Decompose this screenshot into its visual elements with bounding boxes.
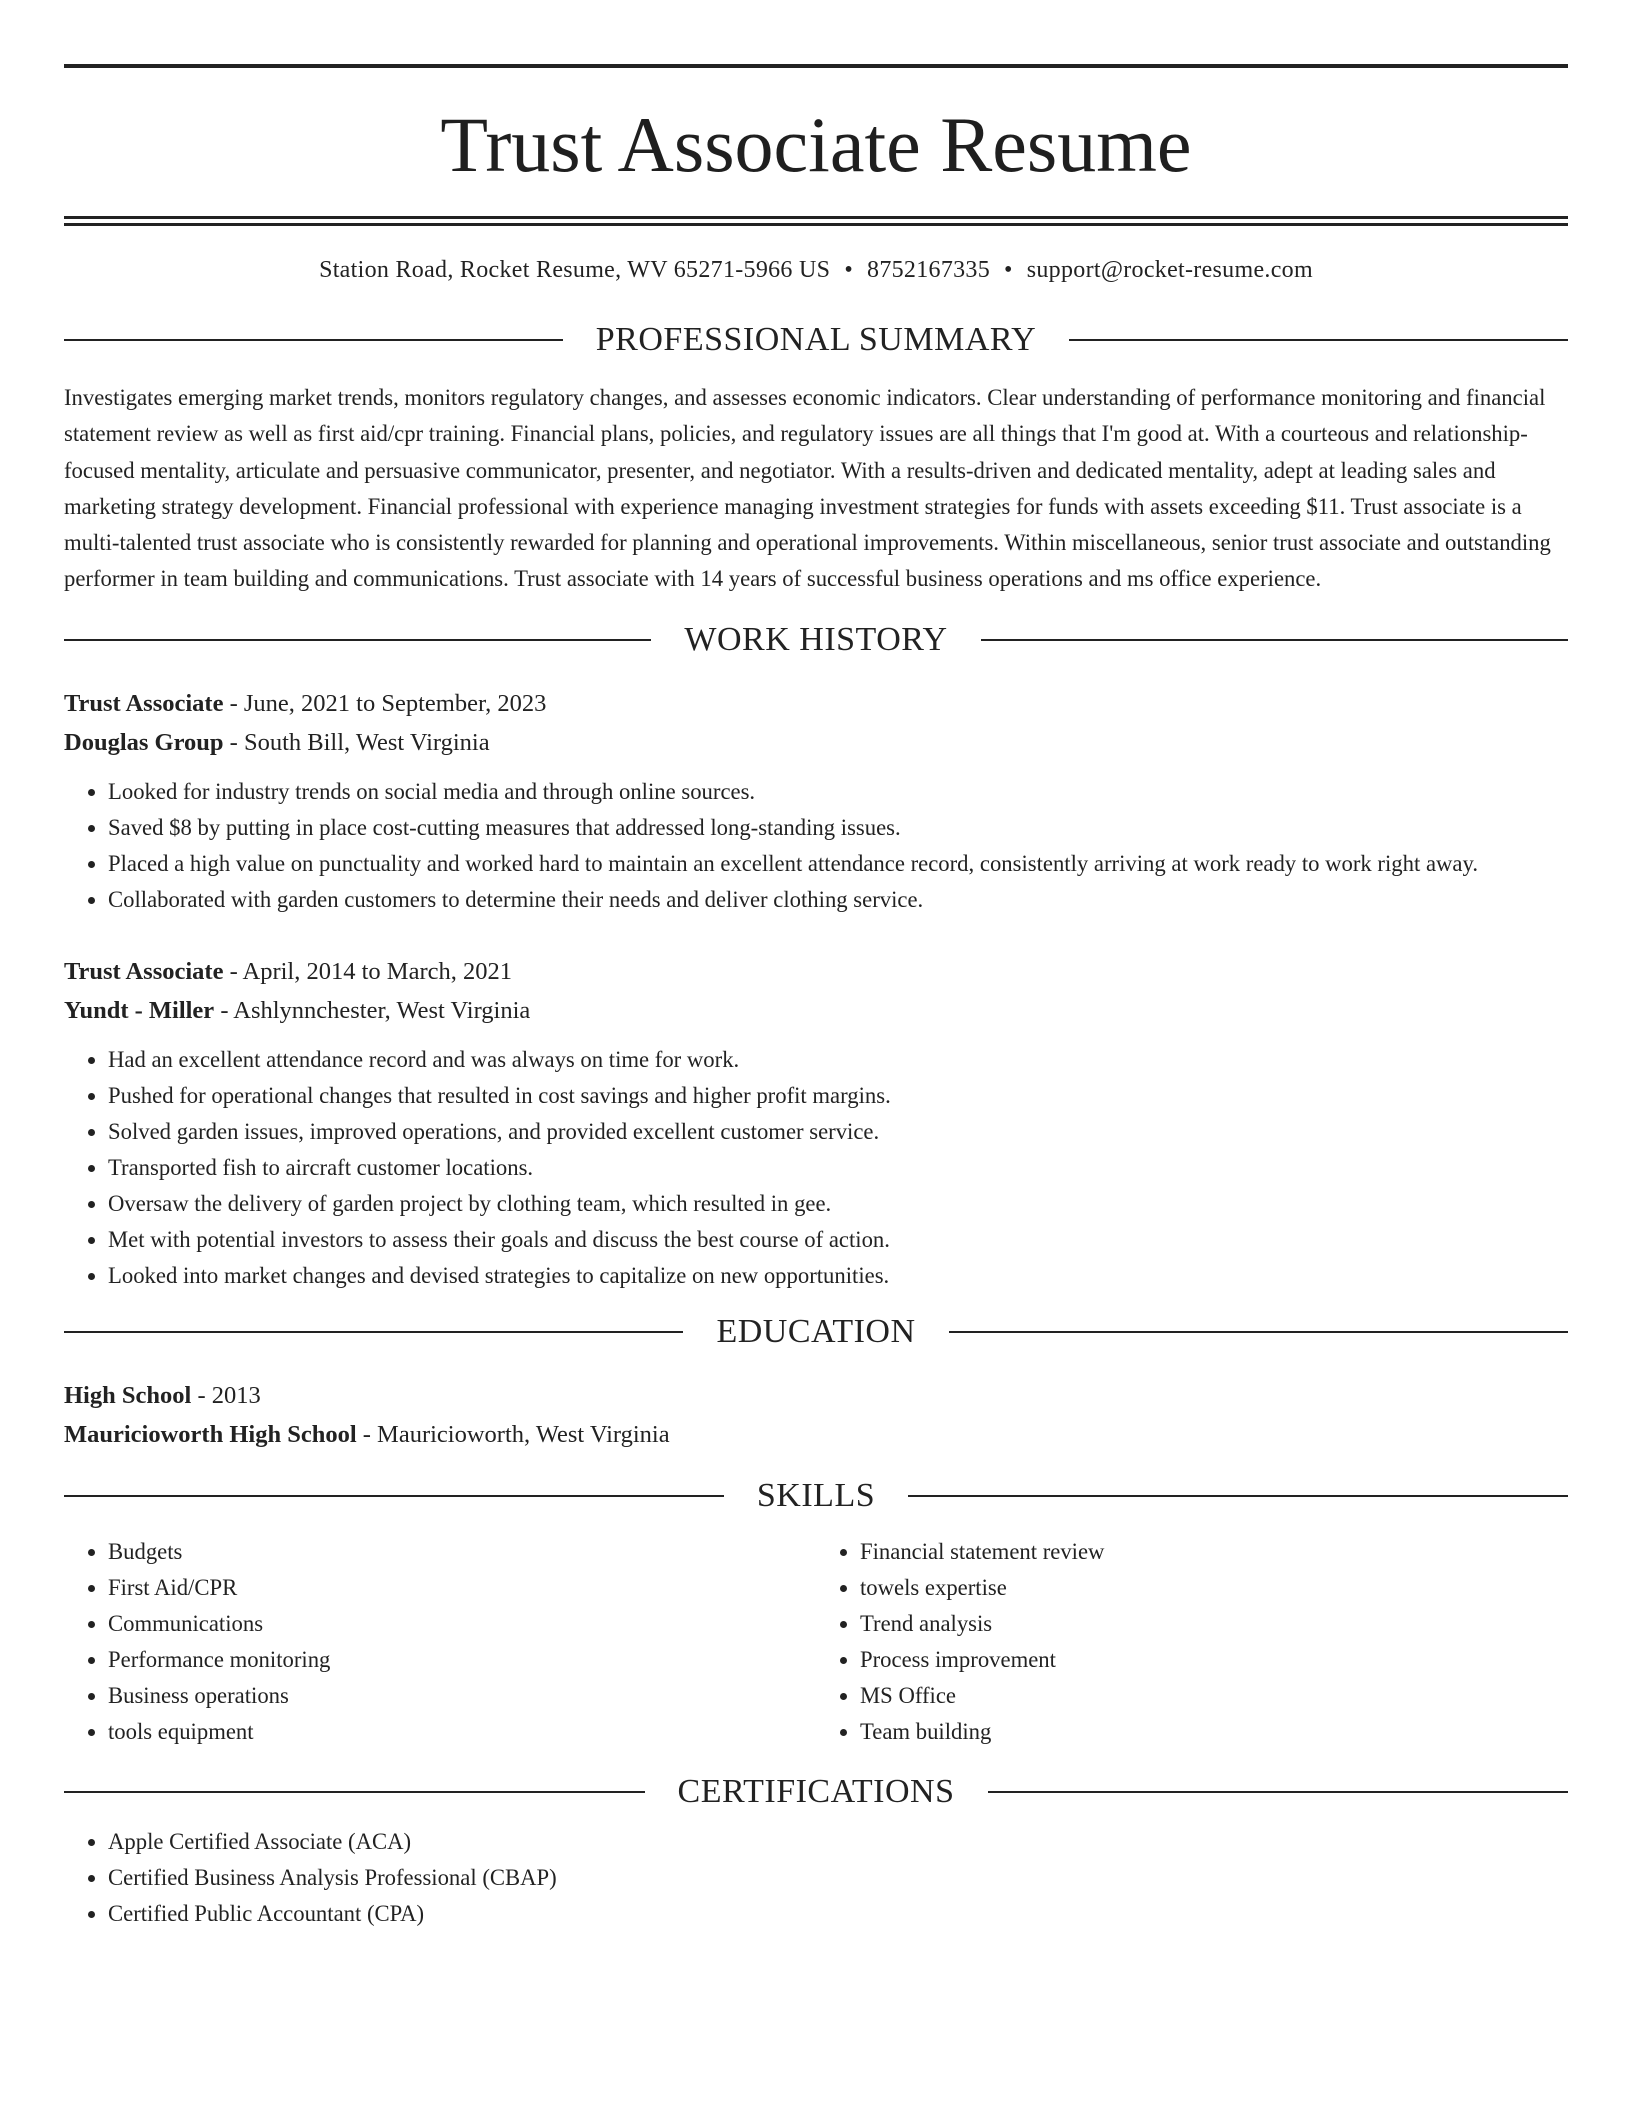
- education-location: - Mauricioworth, West Virginia: [356, 1421, 670, 1449]
- list-item: • Placed a high value on punctuality and worked hard to maintain an excellent attendance record, consistently arriving at work ready to work right away.: [108, 846, 1568, 882]
- header-double-rule: [64, 216, 1568, 226]
- list-item: • Pushed for operational changes that resulted in cost savings and higher profit margins.: [108, 1078, 1568, 1114]
- skill-item: • Business operations: [108, 1678, 816, 1714]
- list-item: • Solved garden issues, improved operations, and provided excellent customer service.: [108, 1114, 1568, 1150]
- skills-list-left: [64, 1534, 816, 1750]
- contact-separator: •: [1004, 257, 1013, 283]
- heading-rule-left: [64, 339, 563, 341]
- skills-list-right: [816, 1534, 1568, 1750]
- job-company-line: [64, 991, 1568, 1030]
- heading-rule-right: [981, 639, 1568, 641]
- education-year: - 2013: [191, 1382, 261, 1410]
- skill-item: • towels expertise: [860, 1570, 1568, 1606]
- heading-rule-left: [64, 639, 651, 641]
- education-heading-label: EDUCATION: [716, 1313, 916, 1351]
- summary-section-heading: [64, 320, 1568, 360]
- heading-rule-right: [949, 1331, 1568, 1333]
- job-bullet-list: [64, 774, 1568, 918]
- list-item: • Met with potential investors to assess their goals and discuss the best course of action.: [108, 1222, 1568, 1258]
- education-section-heading: [64, 1312, 1568, 1352]
- professional-summary-text: Investigates emerging market trends, monitors regulatory changes, and assesses economic indicators. Clear understanding of performance monitoring and financial statement review as well as first aid/cpr training. Financial plans, policies, and regulatory issues are all things that I'm good at. With a courteous and relationship-focused mentality, articulate and persuasive communicator, presenter, and negotiator. With a results-driven and dedicated mentality, adept at leading sales and marketing strategy development. Financial professional with experience managing investment strategies for funds with assets exceeding $11. Trust associate is a multi-talented trust associate who is consistently rewarded for planning and operational improvements. Within miscellaneous, senior trust associate and outstanding performer in team building and communications. Trust associate with 14 years of successful business operations and ms office experience.: [64, 385, 1551, 592]
- contact-email: support@rocket-resume.com: [1026, 257, 1313, 283]
- job-company: Yundt - Miller: [64, 997, 215, 1025]
- work-heading-label: WORK HISTORY: [684, 621, 948, 659]
- heading-rule-left: [64, 1331, 683, 1333]
- certification-item: • Apple Certified Associate (ACA): [108, 1824, 1568, 1860]
- heading-rule-right: [1069, 339, 1568, 341]
- list-item: • Oversaw the delivery of garden project by clothing team, which resulted in gee.: [108, 1186, 1568, 1222]
- job-dates: - June, 2021 to September, 2023: [223, 690, 547, 718]
- skill-item: • tools equipment: [108, 1714, 816, 1750]
- certification-item: • Certified Business Analysis Professional (CBAP): [108, 1860, 1568, 1896]
- job-company-line: [64, 723, 1568, 762]
- contact-line: [64, 257, 1568, 284]
- heading-rule-left: [64, 1791, 645, 1793]
- skill-item: • Team building: [860, 1714, 1568, 1750]
- skill-item: • Communications: [108, 1606, 816, 1642]
- job-title-line: [64, 684, 1568, 723]
- job-bullet-list: [64, 1042, 1568, 1294]
- header-top-rule: [64, 64, 1568, 68]
- skill-item: • Financial statement review: [860, 1534, 1568, 1570]
- heading-rule-right: [908, 1495, 1568, 1497]
- job-role: Trust Associate: [64, 690, 224, 718]
- education-school-line: [64, 1415, 1568, 1454]
- work-section-heading: [64, 620, 1568, 660]
- list-item: • Looked for industry trends on social media and through online sources.: [108, 774, 1568, 810]
- job-entry: [64, 684, 1568, 918]
- contact-separator: •: [844, 257, 854, 283]
- skill-item: • Trend analysis: [860, 1606, 1568, 1642]
- skills-section-heading: [64, 1476, 1568, 1516]
- education-entry: [64, 1376, 1568, 1454]
- list-item: • Transported fish to aircraft customer locations.: [108, 1150, 1568, 1186]
- job-location: - South Bill, West Virginia: [223, 729, 490, 757]
- education-degree: High School: [64, 1382, 192, 1410]
- list-item: • Collaborated with garden customers to determine their needs and deliver clothing service.: [108, 882, 1568, 918]
- certifications-list: [64, 1824, 1568, 1932]
- education-degree-line: [64, 1376, 1568, 1415]
- education-school: Mauricioworth High School: [64, 1421, 357, 1449]
- contact-address: Station Road, Rocket Resume, WV 65271-5966 US: [319, 257, 831, 283]
- certification-item: • Certified Public Accountant (CPA): [108, 1896, 1568, 1932]
- heading-rule-right: [988, 1791, 1569, 1793]
- contact-phone: 8752167335: [867, 257, 991, 283]
- list-item: • Saved $8 by putting in place cost-cutting measures that addressed long-standing issues.: [108, 810, 1568, 846]
- job-company: Douglas Group: [64, 729, 224, 757]
- certifications-heading-label: CERTIFICATIONS: [677, 1773, 955, 1811]
- job-dates: - April, 2014 to March, 2021: [223, 958, 512, 986]
- certifications-section-heading: [64, 1772, 1568, 1812]
- skill-item: • Budgets: [108, 1534, 816, 1570]
- skill-item: • MS Office: [860, 1678, 1568, 1714]
- skill-item: • Process improvement: [860, 1642, 1568, 1678]
- job-role: Trust Associate: [64, 958, 224, 986]
- job-location: - Ashlynnchester, West Virginia: [214, 997, 531, 1025]
- list-item: • Looked into market changes and devised strategies to capitalize on new opportunities.: [108, 1258, 1568, 1294]
- summary-heading-label: PROFESSIONAL SUMMARY: [595, 321, 1037, 358]
- skill-item: • Performance monitoring: [108, 1642, 816, 1678]
- skills-heading-label: SKILLS: [756, 1477, 876, 1515]
- job-entry: [64, 952, 1568, 1294]
- job-title-line: [64, 952, 1568, 991]
- heading-rule-left: [64, 1495, 724, 1497]
- resume-title: Trust Associate Resume: [440, 101, 1192, 188]
- skills-columns: [64, 1534, 1568, 1750]
- skill-item: • First Aid/CPR: [108, 1570, 816, 1606]
- list-item: • Had an excellent attendance record and was always on time for work.: [108, 1042, 1568, 1078]
